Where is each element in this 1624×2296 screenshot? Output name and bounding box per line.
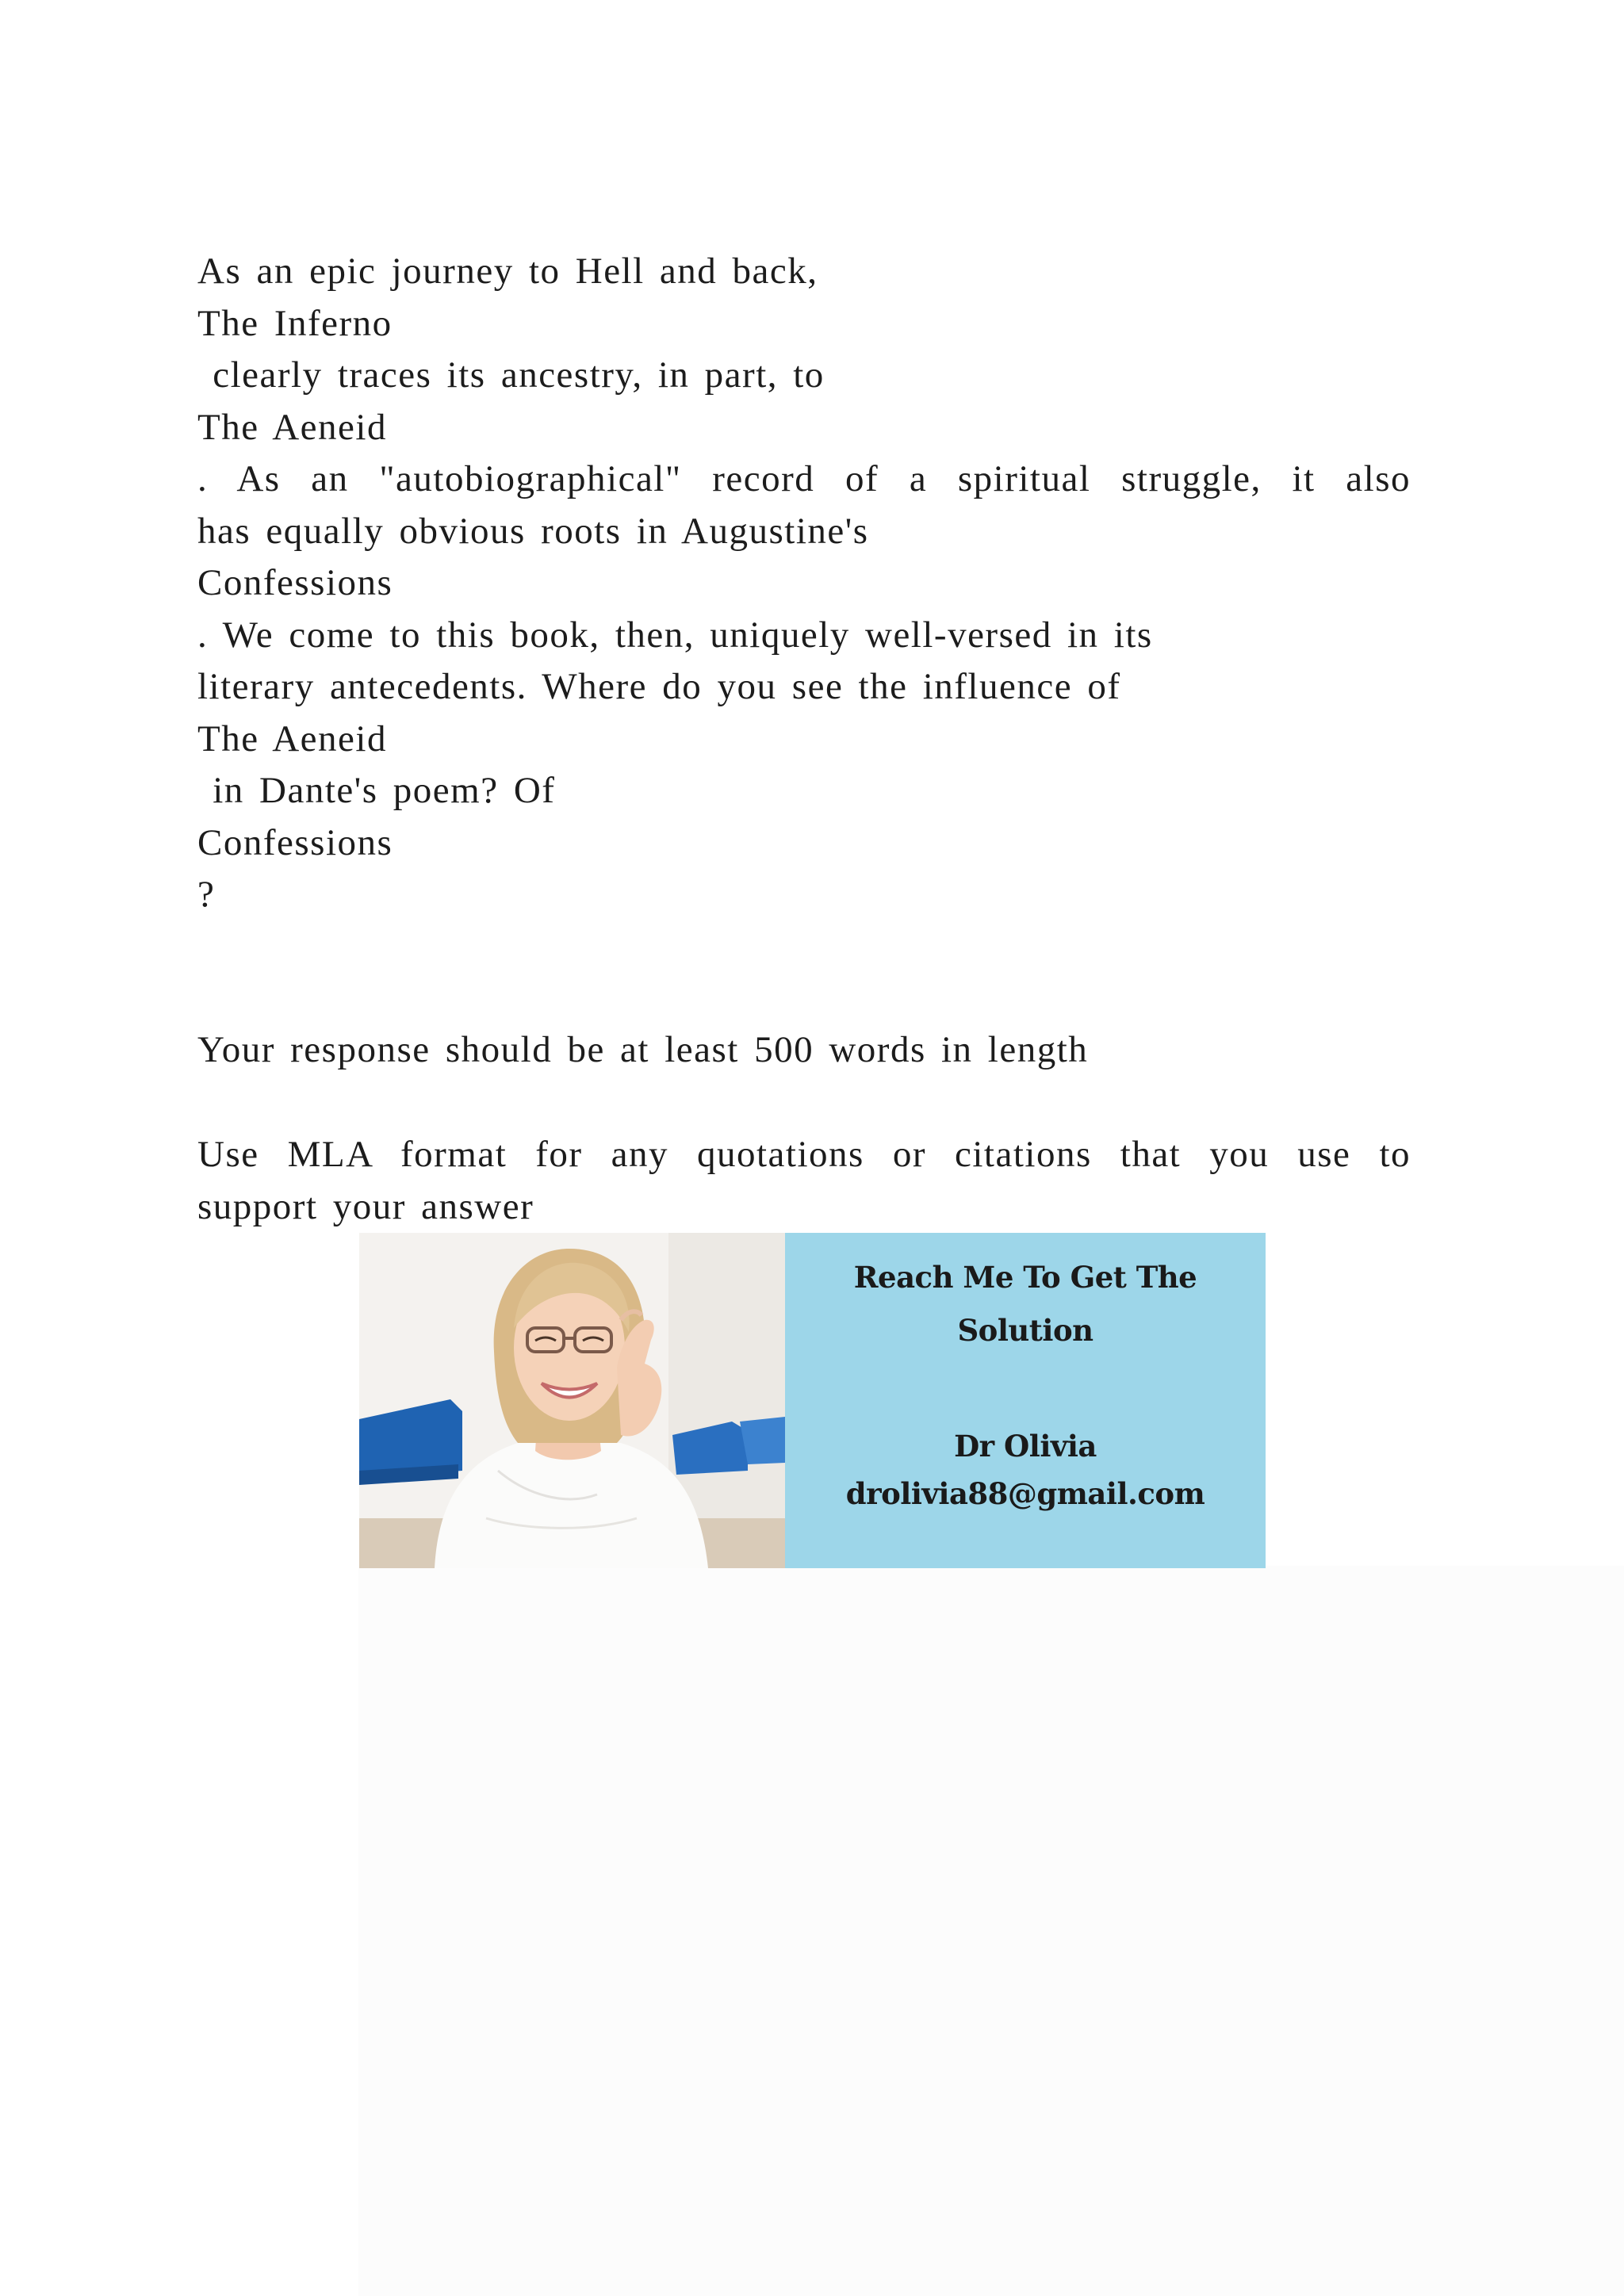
portrait-illustration: [359, 1233, 785, 1568]
text-line: has equally obvious roots in Augustine's: [197, 510, 869, 552]
woman-portrait-photo: [359, 1233, 785, 1568]
text-line: clearly traces its ancestry, in part, to: [197, 354, 825, 396]
ad-headline-line2: Solution: [957, 1313, 1094, 1348]
text-line: The Aeneid: [197, 718, 387, 760]
contact-email: drolivia88@gmail.com: [845, 1476, 1205, 1511]
requirement-mla-line1: Use MLA format for any quotations or citations that you use to: [197, 1134, 1411, 1175]
page-background-shade: [358, 1566, 1624, 2296]
text-line: in Dante's poem? Of: [197, 770, 556, 811]
contact-advertisement-banner: [359, 1233, 1266, 1568]
contact-name: Dr Olivia: [954, 1429, 1097, 1464]
text-line: The Aeneid: [197, 406, 387, 448]
paragraph-gap: [197, 921, 1411, 1024]
document-body: [197, 246, 1411, 1233]
text-line: . We come to this book, then, uniquely well-versed in its: [197, 614, 1153, 656]
text-line: ?: [197, 874, 216, 915]
text-line: Confessions: [197, 821, 393, 863]
text-line: As an epic journey to Hell and back,: [197, 251, 818, 292]
text-line: literary antecedents. Where do you see the influence of: [197, 666, 1121, 707]
requirement-mla-line2: support your answer: [197, 1185, 534, 1227]
contact-info-panel: [785, 1233, 1266, 1568]
paragraph-gap: [197, 1076, 1411, 1129]
text-line: Confessions: [197, 562, 393, 603]
requirement-length: Your response should be at least 500 words in length: [197, 1028, 1089, 1070]
ad-headline-line1: Reach Me To Get The: [853, 1260, 1197, 1295]
text-line: The Inferno: [197, 302, 393, 344]
text-line: . As an "autobiographical" record of a spiritual struggle, it also: [197, 458, 1411, 499]
